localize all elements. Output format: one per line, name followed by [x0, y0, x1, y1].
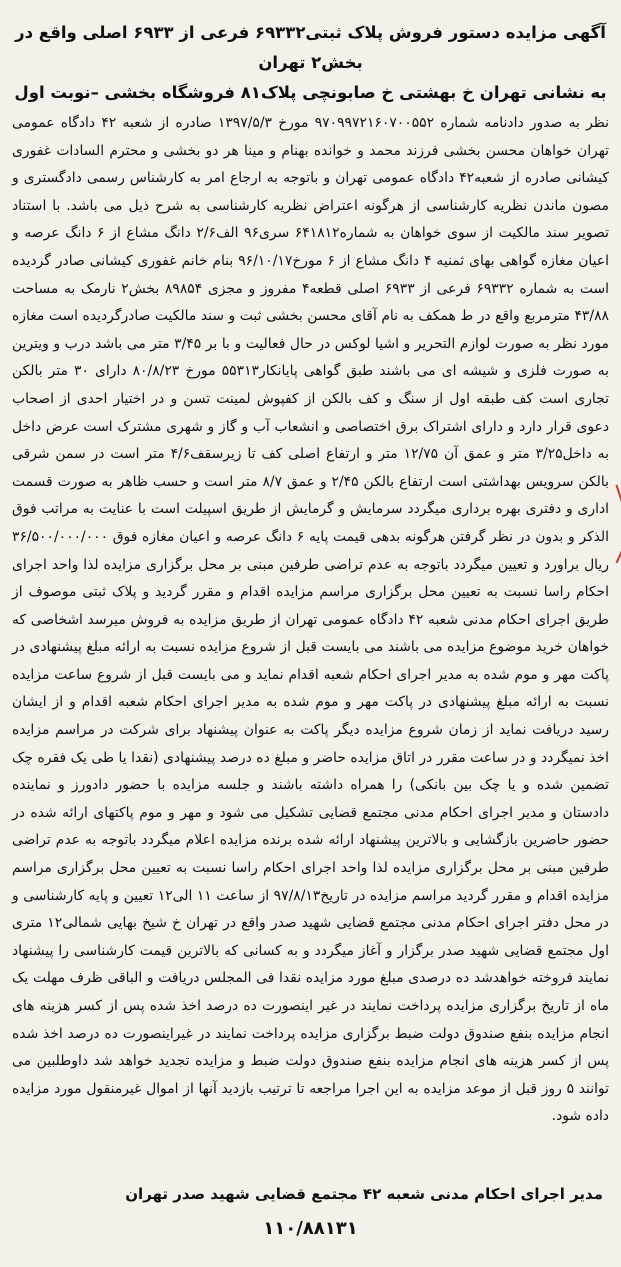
- red-pen-mark: [616, 539, 621, 563]
- notice-footer: [10, 1181, 611, 1207]
- reference-number: ۱۱۰/۸۸۱۳۱: [263, 1218, 358, 1239]
- notice-title: [10, 10, 611, 108]
- legal-notice: [10, 10, 611, 1247]
- signature-line: مدیر اجرای احکام مدنی شعبه ۴۲ مجتمع قضایی شهید صدر تهران: [125, 1185, 603, 1203]
- notice-body: نظر به صدور دادنامه شماره ۹۷۰۹۹۷۲۱۶۰۷۰۰۵۵۲ مورخ ۱۳۹۷/۵/۳ صادره از شعبه ۴۲ دادگاه عمومی تهران خواهان محسن بخشی فرزند محمد و خوانده بهنام و مینا هر دو بخشی و محترم السادات غفوری کیشانی صادره از شعبه۴۲ دادگاه عمومی تهران و باتوجه به ارجاع امر به کارشناس رسمی دادگستری و مصون ماندن نظریه کارشناسی از هرگونه اعتراض نظریه کارشناسی به شرح ذیل می باشد. با استناد تصویر سند مالکیت از سوی خواهان به شماره۶۴۱۸۱۲ سری۹۶ الف۲/۶ دانگ مشاع از ۶ دانگ عرصه و اعیان مغازه گواهی بهای ثمنیه ۴ دانگ مشاع از ۶ مورخ۹۶/۱۰/۱۷ بنام خانم غفوری کیشانی صادر گردیده است به شماره ۶۹۳۳۲ فرعی از ۶۹۳۳ اصلی قطعه۴ مفروز و مجزی ۸۹۸۵۴ بخش۲ نارمک به مساحت ۴۳/۸۸ مترمربع واقع در ط همکف به نام آقای محسن بخشی ثبت و سند مالکیت صادرگردیده است مغازه مورد نظر به صورت لوازم التحریر و اشیا لوکس در حال فعالیت و با بر ۳/۴۵ متر می باشد درب و ویترین به صورت فلزی و شیشه ای می باشند طبق گواهی پایانکار۵۵۳۱۳ مورخ ۸۰/۸/۲۳ دارای ۳۰ متر بالکن تجاری است کف طبقه اول از سنگ و کف بالکن از کفپوش لمینت تسن و در اختیار احدی از اصحاب دعوی قرار دارد و دارای اشتراک برق اختصاصی و انشعاب آب و گاز و شهری مشترک است عرض داخل به داخل۳/۲۵ متر و عمق آن ۱۲/۷۵ متر و ارتفاع اصلی کف تا زیرسقف۴/۶ متر است در سمن شرقی بالکن سرویس بهداشتی است ارتفاع بالکن ۲/۴۵ و عمق ۸/۷ متر است و حسب ظاهر به صورت قسمت اداری و دفتری بهره برداری میگردد سرمایش و گرمایش از طریق اسپیلت است با عنایت به مراتب فوق الذکر و بدون در نظر گرفتن هرگونه بدهی قیمت پایه ۶ دانگ عرصه و اعیان مغازه فوق ۳۶/۵۰۰/۰۰۰/۰۰۰ ریال براورد و تعیین میگردد باتوجه به عدم تراضی طرفین مبنی بر محل برگزاری مزایده لذا واحد اجرای احکام راسا نسبت به تعیین محل برگزاری مراسم مزایده اقدام و مقرر گردید و پلاک ثبتی موصوف از طریق اجرای احکام مدنی شعبه ۴۲ دادگاه عمومی تهران از طریق مزایده به فروش میرسد اشخاصی که خواهان خرید موضوع مزایده می باشند می بایست قبل از شروع مزایده نسبت به ارائه مبلغ پیشنهادی در پاکت مهر و موم شده به مدیر اجرای احکام شعبه اقدام نماید و می بایست قبل از شروع ساعت مزایده نسبت به ارائه مبلغ پیشنهادی در پاکت مهر و موم شده به مدیر اجرای احکام شعبه اقدام و از ایشان رسید دریافت نماید از زمان شروع مزایده دیگر پاکت به عنوان پیشنهاد برای شرکت در مراسم مزایده اخذ نمیگردد و در ساعت مقرر در اتاق مزایده حاضر و مبلغ ده درصد پیشنهادی (نقدا یا طی یک فقره چک تضمین شده و یا چک بین بانکی) را همراه داشته باشند و جلسه مزایده با حضور دادورز و نماینده دادستان و مدیر اجرای احکام مدنی مجتمع قضایی تشکیل می شود و مهر و موم پاکتهای ارائه شده در حضور حاضرین بازگشایی و بالاترین پیشنهاد ارائه شده برنده مزایده اعلام میگردد باتوجه به عدم تراضی طرفین مبنی بر محل برگزاری مزایده لذا واحد اجرای احکام راسا نسبت به تعیین محل برگزاری مراسم مزایده اقدام و مقرر گردید مراسم مزایده در تاریخ۹۷/۸/۱۳ از ساعت ۱۱ الی۱۲ تعیین و پایه کارشناسی و در محل دفتر اجرای احکام مدنی مجتمع قضایی شهید صدر واقع در تهران خ شیخ بهایی شمالی۱۲ متری اول مجتمع قضایی شهید صدر برگزار و آغاز میگردد و به کسانی که بالاترین قیمت کارشناسی را پیشنهاد نمایند فروخته خواهدشد ده درصدی مبلغ مورد مزایده نقدا فی المجلس دریافت و الباقی ظرف مهلت یک ماه از تاریخ برگزاری مزایده پرداخت نمایند در غیر اینصورت ده درصد اخذ شده پس از کسر هزینه های انجام مزایده بنفع صندوق دولت ضبط برگزاری مزایده پرداخت نمایند در غیراینصورت ده درصد اخذ شده پس از کسر هزینه های انجام مزایده بنفع صندوق دولت ضبط و مزایده تجدید خواهد شد داوطلبین می توانند ۵ روز قبل از موعد مزایده به این اجرا مراجعه تا ترتیب بازدید آنها از اموال غیرمنقول مورد مزایده داده شود.: [12, 115, 610, 1125]
- red-pen-mark: [615, 485, 621, 520]
- notice-title-line-1: آگهی مزایده دستور فروش پلاک ثبتی۶۹۳۳۲ فرعی از ۶۹۳۳ اصلی واقع در بخش۲ تهران: [15, 23, 606, 72]
- notice-title-line-2: به نشانی تهران خ بهشتی خ صابونچی پلاک۸۱ فروشگاه بخشی –نوبت اول: [14, 83, 607, 102]
